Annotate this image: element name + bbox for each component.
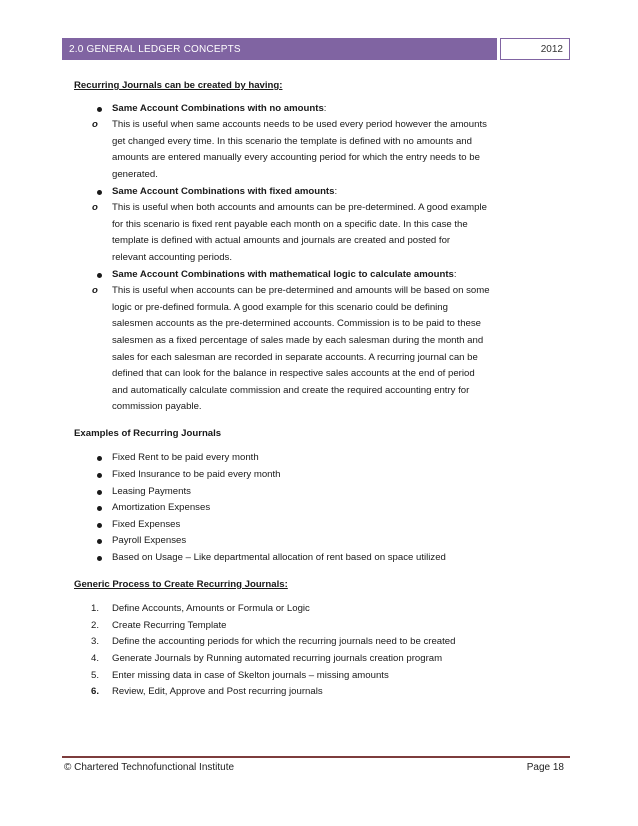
step-number: 4.	[91, 653, 100, 664]
footer-divider	[62, 756, 570, 758]
paragraph-line: salesmen as a fixed percentage of sales made by each salesman during the month and	[112, 334, 484, 346]
sub-bullet-icon: o	[92, 285, 98, 297]
paragraph-line: logic or pre-defined formula. A good example for this scenario could be defining	[112, 301, 448, 313]
list-item	[74, 484, 570, 501]
list-item	[74, 500, 570, 517]
bullet-icon	[97, 273, 102, 278]
bullet-icon	[97, 456, 102, 461]
paragraph-line: salesmen accounts as the pre-determined accounts. Commission is to be paid to these	[112, 318, 482, 330]
paragraph-line: This is useful when accounts can be pre-determined and amounts will be based on some	[112, 285, 490, 297]
sub-list-item	[74, 200, 570, 266]
step-item	[74, 651, 570, 668]
step-number: 2.	[91, 619, 100, 631]
paragraph-line: This is useful when both accounts and amounts can be pre-determined. A good example	[112, 202, 487, 214]
paragraph-line: and automatically calculate commission and create the required accounting entry for	[112, 384, 470, 396]
bullet-icon	[97, 556, 102, 561]
page-header	[62, 38, 570, 60]
examples-list	[74, 450, 570, 566]
list-item	[74, 517, 570, 534]
step-number: 3.	[91, 636, 100, 648]
paragraph-line: defined that can look for the balance in respective sales accounts at the end of period	[112, 368, 475, 380]
list-item-text: Fixed Insurance to be paid every month	[112, 469, 281, 481]
account-combinations-list	[74, 101, 570, 416]
bullet-icon	[97, 190, 102, 195]
item-colon: :	[453, 268, 457, 280]
paragraph-line: template is defined with actual amounts and journals are created and posted for	[112, 235, 451, 247]
list-item	[74, 533, 570, 550]
list-item-text: Leasing Payments	[112, 485, 191, 497]
paragraph-line: relevant accounting periods.	[112, 251, 232, 263]
list-item-text: Fixed Expenses	[112, 518, 181, 530]
bullet-icon	[97, 490, 102, 495]
step-text: Enter missing data in case of Skelton journals – missing amounts	[112, 669, 389, 681]
step-number: 6.	[91, 686, 100, 698]
process-section	[74, 577, 570, 701]
header-year: 2012	[500, 38, 570, 60]
step-text: Generate Journals by Running automated recurring journals creation program	[112, 653, 443, 664]
list-item	[74, 467, 570, 484]
step-item	[74, 634, 570, 651]
paragraph-line: for this scenario is fixed rent payable each month on a specific date. In this case the	[112, 218, 468, 230]
step-item	[74, 684, 570, 701]
step-number: 5.	[91, 669, 100, 681]
list-item	[74, 550, 570, 567]
paragraph-line: sales for each salesman are recorded in separate accounts. A recurring journal can be	[112, 351, 478, 363]
header-title: 2.0 GENERAL LEDGER CONCEPTS	[62, 38, 497, 60]
footer-page-number: Page 18	[526, 762, 564, 773]
list-item	[74, 267, 570, 284]
step-text: Define Accounts, Amounts or Formula or Logic	[112, 603, 310, 615]
bullet-icon	[97, 523, 102, 528]
list-item	[74, 184, 570, 201]
paragraph-line: commission payable.	[112, 401, 202, 413]
item-title: Same Account Combinations with no amounts	[112, 102, 324, 114]
sub-list-item	[74, 283, 570, 416]
bullet-icon	[97, 473, 102, 478]
section-heading-recurring-journals: Recurring Journals can be created by having:	[74, 80, 283, 91]
list-item-text: Amortization Expenses	[112, 502, 211, 514]
sub-list-item	[74, 117, 570, 183]
item-title: Same Account Combinations with mathematical logic to calculate amounts	[112, 268, 454, 280]
list-item	[74, 101, 570, 118]
step-item	[74, 601, 570, 618]
item-colon: :	[323, 102, 327, 114]
bullet-icon	[97, 107, 102, 112]
section-heading-examples: Examples of Recurring Journals	[74, 427, 222, 439]
process-steps-list	[74, 601, 570, 701]
list-item-text: Fixed Rent to be paid every month	[112, 452, 259, 464]
step-text: Create Recurring Template	[112, 619, 227, 631]
paragraph-line: amounts are entered manually every accounting period for which the entry needs to be	[112, 152, 480, 164]
section-heading-process: Generic Process to Create Recurring Journals:	[74, 578, 288, 590]
page-footer	[62, 762, 570, 773]
bullet-icon	[97, 539, 102, 544]
step-number: 1.	[91, 603, 100, 615]
sub-bullet-icon: o	[92, 202, 98, 214]
step-item	[74, 618, 570, 635]
list-item-text: Payroll Expenses	[112, 535, 187, 547]
page-content	[74, 78, 570, 701]
list-item-text: Based on Usage – Like departmental allocation of rent based on space utilized	[112, 552, 446, 564]
item-colon: :	[334, 185, 338, 197]
paragraph-line: get changed every time. In this scenario the template is defined with no amounts and	[112, 135, 472, 147]
examples-section	[74, 426, 570, 567]
paragraph-line: generated.	[112, 168, 158, 180]
step-text: Review, Edit, Approve and Post recurring journals	[112, 686, 323, 698]
list-item	[74, 450, 570, 467]
step-text: Define the accounting periods for which the recurring journals need to be created	[112, 636, 456, 648]
bullet-icon	[97, 506, 102, 511]
step-item	[74, 668, 570, 685]
sub-bullet-icon: o	[92, 119, 98, 131]
footer-copyright: © Chartered Technofunctional Institute	[64, 762, 235, 773]
item-title: Same Account Combinations with fixed amounts	[112, 185, 335, 197]
paragraph-line: This is useful when same accounts needs to be used every period however the amounts	[112, 119, 487, 131]
